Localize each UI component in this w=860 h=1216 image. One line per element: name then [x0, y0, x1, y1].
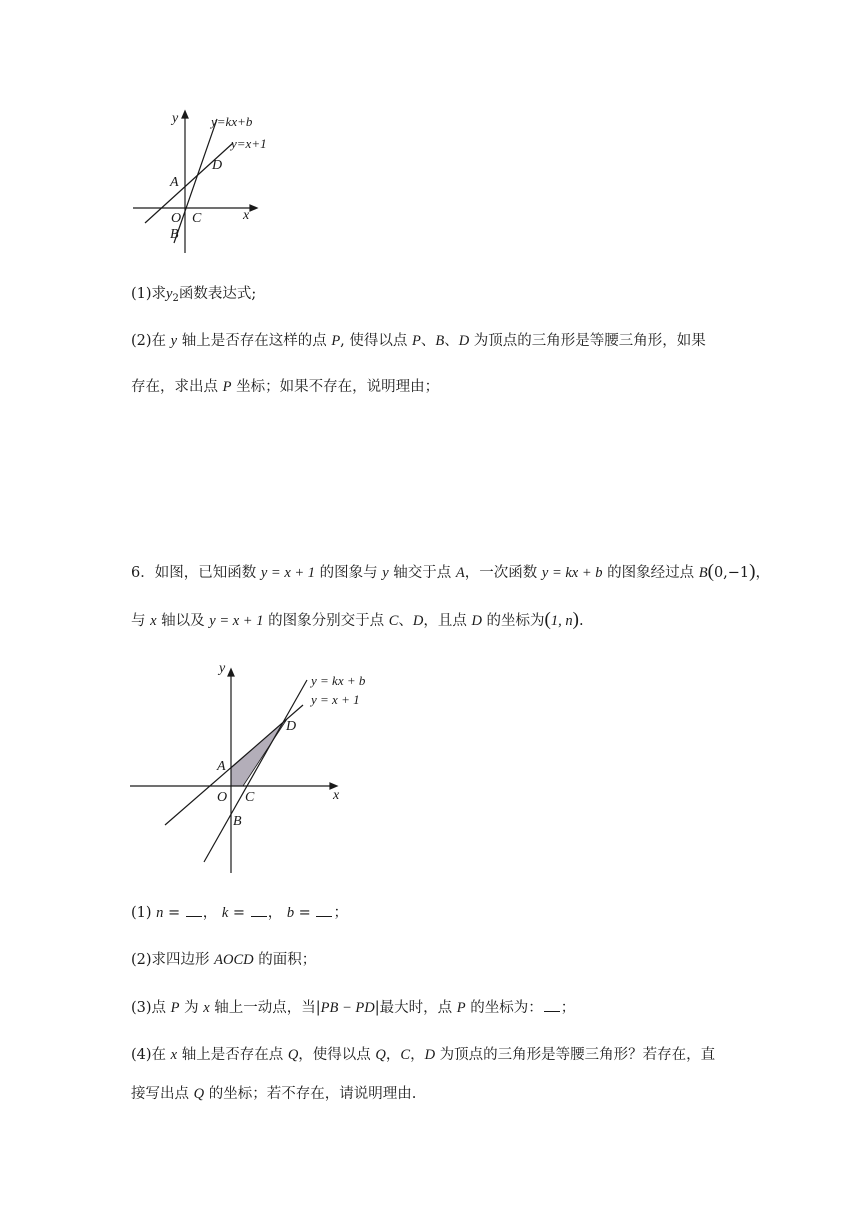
fig1-label-B: B — [170, 227, 179, 242]
fig1-label-line2: y=x+1 — [231, 136, 267, 151]
answer-blank-p[interactable] — [544, 999, 560, 1012]
part2-question-2: (2)求四边形 AOCD 的面积； — [131, 952, 317, 968]
figure-1-graph — [125, 105, 295, 260]
part2-question-3: (3)点 P 为 x 轴上一动点，当|PB − PD|最大时，点 P 的坐标为： ； — [131, 1000, 576, 1016]
fig2-label-y: y — [219, 661, 226, 676]
fig1-label-x: x — [243, 208, 250, 223]
fig1-y-arrow — [182, 111, 188, 118]
fig2-label-O: O — [217, 790, 228, 805]
fig1-label-y: y — [172, 111, 179, 126]
part2-question-4-line2: 接写出点 Q 的坐标；若不存在，请说明理由. — [131, 1086, 417, 1102]
part2-question-4-line1: (4)在 x 轴上是否存在点 Q，使得以点 Q，C，D 为顶点的三角形是等腰三角形？若存在，直 — [131, 1047, 716, 1063]
fig1-line-x-plus-1 — [145, 143, 233, 223]
fig1-label-C: C — [192, 211, 202, 226]
fig2-label-B: B — [233, 814, 242, 829]
fig1-label-D: D — [212, 158, 223, 173]
problem6-line2: 与 x 轴以及 y = x + 1 的图象分别交于点 C、D，且点 D 的坐标为(1, n). — [131, 609, 584, 630]
answer-blank-b[interactable] — [316, 904, 332, 917]
fig2-label-line1: y = kx + b — [311, 673, 366, 688]
answer-blank-k[interactable] — [251, 904, 267, 917]
problem6-line1: 6．如图，已知函数 y = x + 1 的图象与 y 轴交于点 A，一次函数 y = kx + b 的图象经过点 B(0,−1)， — [131, 561, 770, 582]
fig2-label-C: C — [245, 790, 255, 805]
fig2-y-arrow — [228, 669, 234, 676]
part1-question-1: (1)求$y_2$函数表达式; — [131, 286, 257, 304]
part1-question-2-line2: 存在，求出点 P 坐标；如果不存在，说明理由； — [131, 379, 440, 395]
part2-question-1: (1) n = ， k = ， b = ； — [131, 905, 348, 921]
fig2-label-A: A — [217, 759, 226, 774]
fig1-label-A: A — [170, 175, 179, 190]
part1-question-2-line1: (2)在 y 轴上是否存在这样的点 P, 使得以点 P、B、D 为顶点的三角形是等腰三角形，如果 — [131, 333, 706, 349]
figure-2-graph — [125, 655, 375, 880]
fig1-label-line1: y=kx+b — [211, 114, 253, 129]
answer-blank-n[interactable] — [186, 904, 202, 917]
fig1-label-O: O — [171, 211, 182, 226]
fig2-label-D: D — [286, 719, 297, 734]
fig2-label-line2: y = x + 1 — [311, 692, 360, 707]
fig2-label-x: x — [333, 788, 340, 803]
fig1-x-arrow — [250, 205, 257, 211]
